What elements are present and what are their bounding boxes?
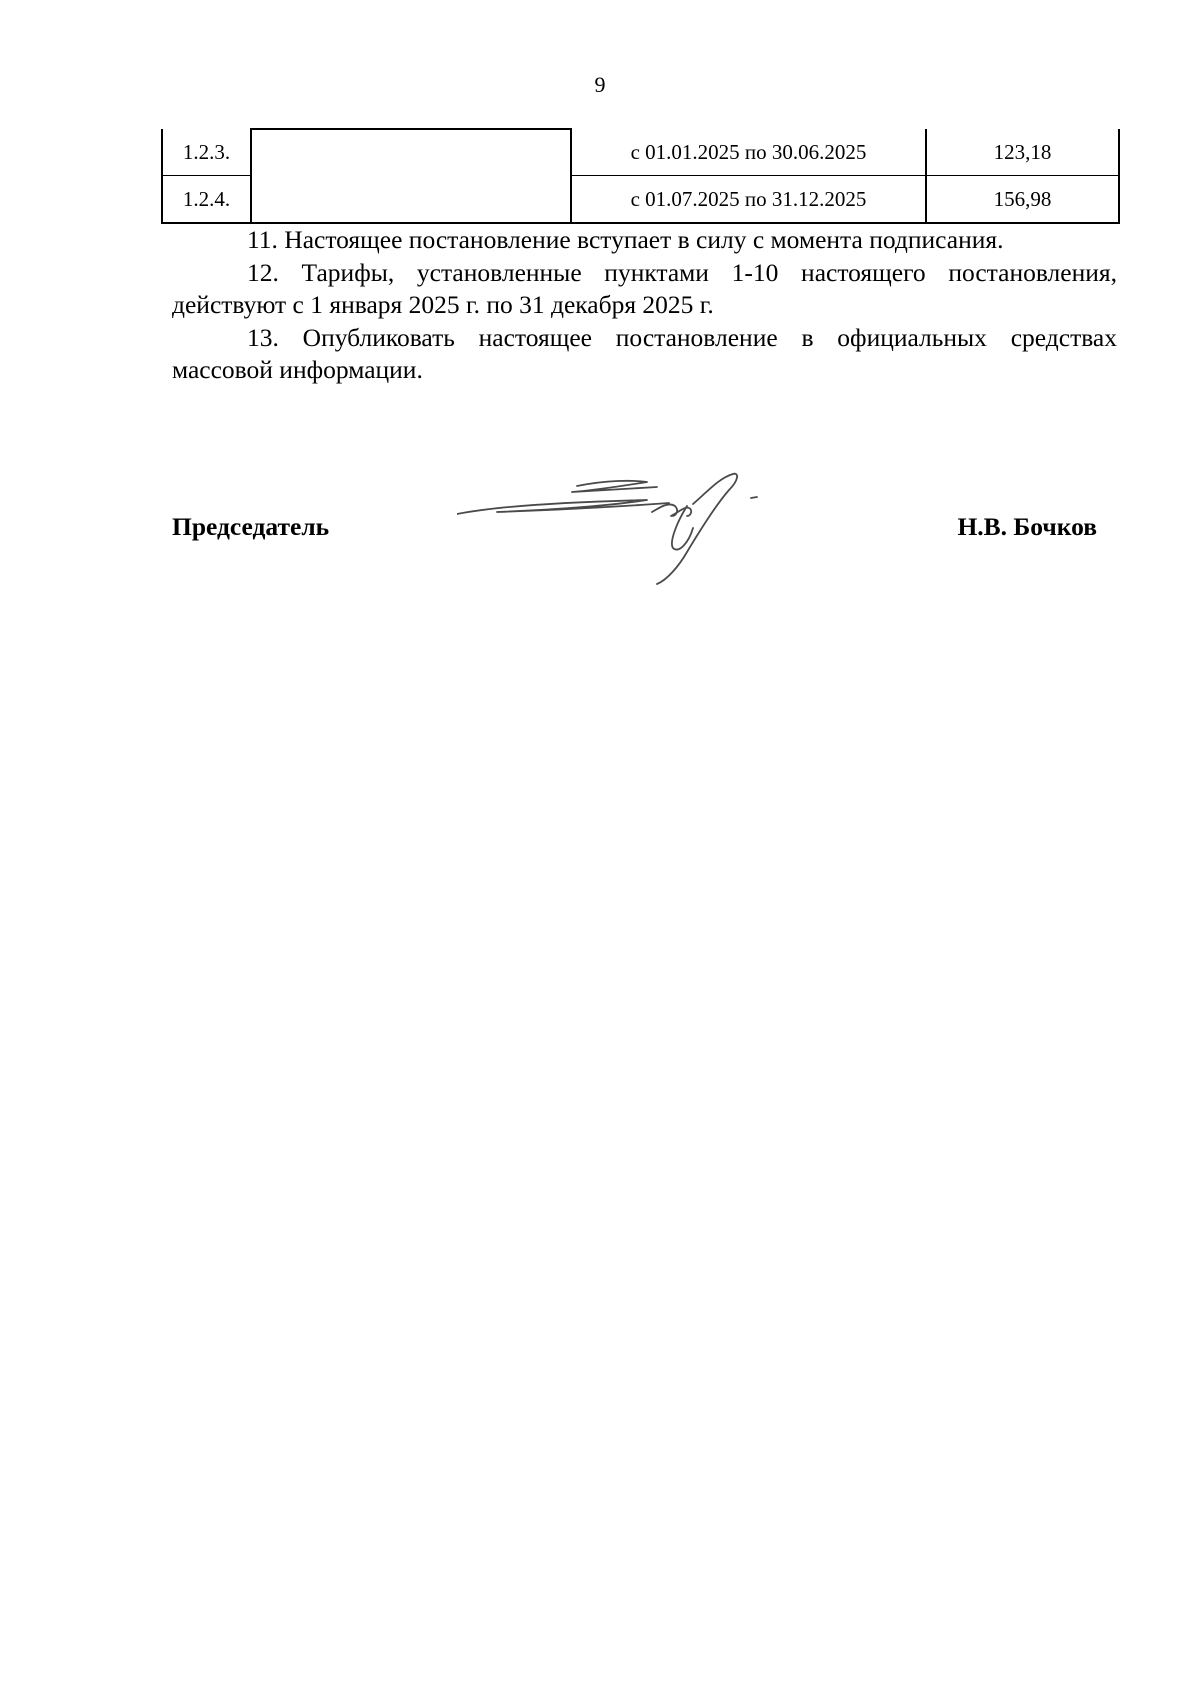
handwritten-signature-icon: [457, 472, 777, 592]
merged-name-cell: [251, 129, 571, 223]
row-period: с 01.07.2025 по 31.12.2025: [571, 176, 926, 224]
resolution-clauses: [172, 224, 1117, 387]
signer-name: Н.В. Бочков: [957, 512, 1097, 541]
signer-role: Председатель: [172, 512, 330, 541]
table-row: [162, 129, 1119, 176]
clause-13: 13. Опубликовать настоящее постановление в официальных средствах массовой информации.: [172, 322, 1117, 384]
row-value: 123,18: [926, 129, 1119, 176]
row-value: 156,98: [926, 176, 1119, 224]
tariff-table: [161, 128, 1120, 224]
clause-11: 11. Настоящее постановление вступает в силу с момента подписания.: [247, 225, 1004, 254]
clause-12: 12. Тарифы, установленные пунктами 1-10 настоящего постановления, действуют с 1 января 2025 г. по 31 декабря 2025 г.: [172, 257, 1117, 319]
row-number: 1.2.3.: [162, 129, 251, 176]
page-number: 9: [594, 72, 606, 97]
row-period: с 01.01.2025 по 30.06.2025: [571, 129, 926, 176]
signature-block: [172, 472, 1097, 592]
row-number: 1.2.4.: [162, 176, 251, 224]
